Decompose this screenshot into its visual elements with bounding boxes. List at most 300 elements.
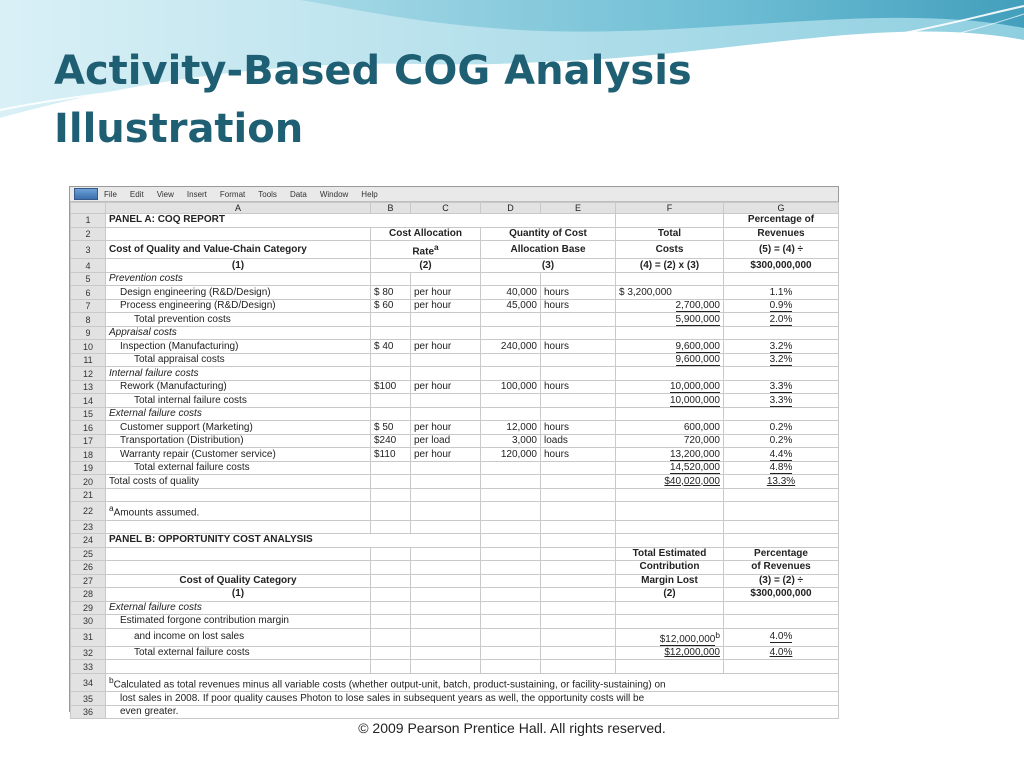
total-cost-cell bbox=[616, 313, 724, 327]
table-row bbox=[71, 299, 839, 313]
cell bbox=[541, 313, 616, 327]
column-header-e: E bbox=[541, 203, 616, 214]
table-row bbox=[71, 547, 839, 561]
cell bbox=[481, 615, 541, 629]
quantity-unit-cell: loads bbox=[541, 434, 616, 448]
header-cell: Percentage bbox=[724, 547, 839, 561]
cell bbox=[411, 313, 481, 327]
header-cell: Total bbox=[616, 227, 724, 241]
slide-title-line-1: Activity-Based COG Analysis bbox=[54, 48, 692, 94]
subtotal-label: Total appraisal costs bbox=[106, 353, 371, 367]
header-cell: Costs bbox=[616, 241, 724, 259]
cell bbox=[371, 394, 411, 408]
cell bbox=[371, 574, 411, 588]
row-number: 9 bbox=[71, 326, 106, 340]
total-cost-cell: 720,000 bbox=[616, 434, 724, 448]
total-cost-cell bbox=[616, 394, 724, 408]
cell bbox=[724, 326, 839, 340]
table-row bbox=[71, 241, 839, 259]
cell bbox=[411, 394, 481, 408]
quantity-cell: 120,000 bbox=[481, 448, 541, 462]
table-row bbox=[71, 520, 839, 534]
menu-item-format: Format bbox=[219, 189, 246, 199]
margin-lost-cell bbox=[616, 646, 724, 660]
quantity-cell: 100,000 bbox=[481, 380, 541, 394]
percentage-cell bbox=[724, 461, 839, 475]
row-number: 16 bbox=[71, 421, 106, 435]
cell bbox=[481, 461, 541, 475]
cell bbox=[616, 272, 724, 286]
cell bbox=[481, 488, 541, 502]
percentage-value: 4.0% bbox=[769, 647, 793, 659]
table-row bbox=[71, 502, 839, 520]
column-header-c: C bbox=[411, 203, 481, 214]
percentage-cell bbox=[724, 340, 839, 354]
table-row bbox=[71, 353, 839, 367]
total-cost-cell bbox=[616, 380, 724, 394]
category-heading: Appraisal costs bbox=[106, 326, 371, 340]
column-header-g: G bbox=[724, 203, 839, 214]
row-number: 2 bbox=[71, 227, 106, 241]
spreadsheet-menu-bar bbox=[70, 187, 838, 202]
row-number: 19 bbox=[71, 461, 106, 475]
cell bbox=[724, 534, 839, 548]
cost-item-label: Inspection (Manufacturing) bbox=[106, 340, 371, 354]
cell bbox=[481, 646, 541, 660]
table-row bbox=[71, 214, 839, 228]
column-header-b: B bbox=[371, 203, 411, 214]
quantity-unit-cell: hours bbox=[541, 380, 616, 394]
cell bbox=[616, 326, 724, 340]
cell bbox=[371, 313, 411, 327]
grand-total-percentage-cell bbox=[724, 475, 839, 489]
row-number: 17 bbox=[71, 434, 106, 448]
rate-unit-cell: per hour bbox=[411, 340, 481, 354]
rate-unit-cell: per load bbox=[411, 434, 481, 448]
total-cost-value: 13,200,000 bbox=[669, 448, 720, 460]
rate-unit-cell: per hour bbox=[411, 286, 481, 300]
total-cost-cell: $ 3,200,000 bbox=[616, 286, 724, 300]
cell bbox=[106, 227, 371, 241]
table-row bbox=[71, 488, 839, 502]
cell bbox=[481, 502, 541, 520]
percentage-value: 0.9% bbox=[769, 300, 793, 312]
column-header-d: D bbox=[481, 203, 541, 214]
table-row bbox=[71, 660, 839, 674]
table-row bbox=[71, 326, 839, 340]
rate-cell: $100 bbox=[371, 380, 411, 394]
panel-b-title: PANEL B: OPPORTUNITY COST ANALYSIS bbox=[106, 534, 481, 548]
cell bbox=[411, 461, 481, 475]
footnote-text: Calculated as total revenues minus all variable costs (whether output-unit, batch, product-sustaining, or facility-sustaining) on bbox=[113, 679, 666, 691]
cell bbox=[371, 628, 411, 646]
corner-cell bbox=[71, 203, 106, 214]
cell bbox=[411, 646, 481, 660]
total-cost-cell: 600,000 bbox=[616, 421, 724, 435]
cost-item-label: Transportation (Distribution) bbox=[106, 434, 371, 448]
subtotal-label: Total external failure costs bbox=[106, 461, 371, 475]
margin-lost-value: $12,000,000 bbox=[664, 647, 720, 659]
cell bbox=[411, 615, 481, 629]
row-number: 1 bbox=[71, 214, 106, 228]
spreadsheet-image bbox=[69, 186, 839, 718]
margin-lost-cell bbox=[616, 628, 724, 646]
grand-total-value: $40,020,000 bbox=[664, 475, 720, 487]
cost-item-label: Customer support (Marketing) bbox=[106, 421, 371, 435]
header-cell: Allocation Base bbox=[481, 241, 616, 259]
row-number: 36 bbox=[71, 705, 106, 719]
cell bbox=[724, 615, 839, 629]
total-cost-value: 10,000,000 bbox=[669, 394, 720, 406]
row-number: 22 bbox=[71, 502, 106, 520]
subtotal-label: Total external failure costs bbox=[106, 646, 371, 660]
row-number: 32 bbox=[71, 646, 106, 660]
table-row bbox=[71, 434, 839, 448]
cell bbox=[371, 588, 411, 602]
footnote-text: even greater. bbox=[106, 705, 839, 719]
cell bbox=[371, 407, 411, 421]
row-number: 11 bbox=[71, 353, 106, 367]
percentage-value: 3.3% bbox=[769, 394, 793, 406]
table-row bbox=[71, 615, 839, 629]
total-cost-cell bbox=[616, 448, 724, 462]
row-number: 18 bbox=[71, 448, 106, 462]
category-heading: External failure costs bbox=[106, 601, 371, 615]
row-number: 3 bbox=[71, 241, 106, 259]
row-number: 14 bbox=[71, 394, 106, 408]
cell bbox=[616, 502, 724, 520]
cell bbox=[541, 628, 616, 646]
subtotal-label: Total prevention costs bbox=[106, 313, 371, 327]
margin-lost-value: $12,000,000 bbox=[659, 633, 716, 645]
footnote-marker: b bbox=[715, 629, 720, 640]
subtotal-label: Total internal failure costs bbox=[106, 394, 371, 408]
cost-item-label: Process engineering (R&D/Design) bbox=[106, 299, 371, 313]
header-text: Rate bbox=[412, 246, 435, 258]
total-cost-value: 14,520,000 bbox=[669, 462, 720, 474]
cell bbox=[481, 588, 541, 602]
row-number: 27 bbox=[71, 574, 106, 588]
row-number: 34 bbox=[71, 673, 106, 691]
cell bbox=[541, 646, 616, 660]
row-number: 26 bbox=[71, 561, 106, 575]
cell bbox=[724, 272, 839, 286]
cell bbox=[371, 326, 411, 340]
cell bbox=[541, 660, 616, 674]
column-header-a: A bbox=[106, 203, 371, 214]
total-cost-value: 9,600,000 bbox=[675, 354, 720, 366]
quantity-cell: 40,000 bbox=[481, 286, 541, 300]
slide-title-line-2: Illustration bbox=[54, 106, 304, 152]
menu-item-edit: Edit bbox=[129, 189, 144, 199]
cell bbox=[411, 488, 481, 502]
cell bbox=[541, 574, 616, 588]
header-cell: Cost Allocation bbox=[371, 227, 481, 241]
slide-title bbox=[54, 42, 814, 158]
rate-cell: $ 50 bbox=[371, 421, 411, 435]
total-cost-value: 9,600,000 bbox=[675, 340, 720, 352]
cell bbox=[481, 475, 541, 489]
row-number: 33 bbox=[71, 660, 106, 674]
cell bbox=[541, 461, 616, 475]
total-cost-value: 2,700,000 bbox=[675, 300, 720, 312]
cell bbox=[724, 367, 839, 381]
total-cost-cell bbox=[616, 299, 724, 313]
row-number: 20 bbox=[71, 475, 106, 489]
rate-cell: $ 40 bbox=[371, 340, 411, 354]
cell bbox=[541, 534, 616, 548]
table-row bbox=[71, 380, 839, 394]
table-row bbox=[71, 340, 839, 354]
spreadsheet-app-icon bbox=[74, 188, 98, 200]
footnote-marker: b bbox=[109, 674, 114, 685]
percentage-cell bbox=[724, 448, 839, 462]
cell bbox=[481, 547, 541, 561]
cell bbox=[724, 488, 839, 502]
percentage-cell: 0.2% bbox=[724, 421, 839, 435]
percentage-cell bbox=[724, 394, 839, 408]
row-number: 15 bbox=[71, 407, 106, 421]
cell bbox=[541, 367, 616, 381]
cost-item-label: Estimated forgone contribution margin bbox=[106, 615, 371, 629]
cost-item-label: Rework (Manufacturing) bbox=[106, 380, 371, 394]
header-cell: Margin Lost bbox=[616, 574, 724, 588]
cell bbox=[616, 660, 724, 674]
footnote-text: Amounts assumed. bbox=[113, 507, 200, 519]
header-cell: of Revenues bbox=[724, 561, 839, 575]
cost-item-label: and income on lost sales bbox=[106, 628, 371, 646]
cell bbox=[481, 628, 541, 646]
cell bbox=[481, 326, 541, 340]
percentage-value: 3.3% bbox=[769, 381, 793, 393]
table-row bbox=[71, 407, 839, 421]
panel-a-title: PANEL A: COQ REPORT bbox=[106, 214, 616, 228]
cell bbox=[481, 574, 541, 588]
header-cell: $300,000,000 bbox=[724, 588, 839, 602]
rate-unit-cell: per hour bbox=[411, 299, 481, 313]
cell bbox=[541, 601, 616, 615]
cell bbox=[411, 601, 481, 615]
row-number: 31 bbox=[71, 628, 106, 646]
row-number: 8 bbox=[71, 313, 106, 327]
menu-item-insert: Insert bbox=[186, 189, 207, 199]
cell bbox=[541, 394, 616, 408]
table-row bbox=[71, 448, 839, 462]
row-number: 12 bbox=[71, 367, 106, 381]
category-heading: Internal failure costs bbox=[106, 367, 371, 381]
cell bbox=[411, 353, 481, 367]
cell bbox=[106, 660, 371, 674]
cell bbox=[541, 326, 616, 340]
row-number: 10 bbox=[71, 340, 106, 354]
row-number: 5 bbox=[71, 272, 106, 286]
cell bbox=[481, 561, 541, 575]
table-row bbox=[71, 367, 839, 381]
cell bbox=[411, 272, 481, 286]
percentage-value: 2.0% bbox=[769, 313, 793, 325]
total-cost-cell bbox=[616, 353, 724, 367]
cell bbox=[371, 502, 411, 520]
table-row bbox=[71, 475, 839, 489]
cell bbox=[481, 272, 541, 286]
cell bbox=[724, 407, 839, 421]
cell bbox=[371, 520, 411, 534]
cell bbox=[371, 601, 411, 615]
cell bbox=[411, 407, 481, 421]
row-number: 13 bbox=[71, 380, 106, 394]
cell bbox=[724, 520, 839, 534]
cost-item-label: Design engineering (R&D/Design) bbox=[106, 286, 371, 300]
cell bbox=[411, 574, 481, 588]
footnote-text: lost sales in 2008. If poor quality causes Photon to lose sales in subsequent years as well, the opportunity costs will be bbox=[106, 692, 839, 706]
cell bbox=[541, 547, 616, 561]
header-cell: (2) bbox=[616, 588, 724, 602]
cell bbox=[616, 214, 724, 228]
total-cost-value: 5,900,000 bbox=[675, 313, 720, 325]
row-number: 28 bbox=[71, 588, 106, 602]
percentage-cell bbox=[724, 646, 839, 660]
row-number: 24 bbox=[71, 534, 106, 548]
table-row bbox=[71, 394, 839, 408]
row-number: 4 bbox=[71, 259, 106, 273]
cell bbox=[481, 367, 541, 381]
cell bbox=[411, 628, 481, 646]
table-row bbox=[71, 534, 839, 548]
percentage-cell bbox=[724, 299, 839, 313]
cell bbox=[371, 646, 411, 660]
cell bbox=[481, 660, 541, 674]
table-row bbox=[71, 561, 839, 575]
cell bbox=[106, 488, 371, 502]
cell bbox=[106, 547, 371, 561]
cell bbox=[541, 475, 616, 489]
cell bbox=[616, 520, 724, 534]
cell bbox=[541, 502, 616, 520]
rate-cell: $110 bbox=[371, 448, 411, 462]
cell bbox=[371, 461, 411, 475]
menu-item-file: File bbox=[104, 189, 117, 199]
percentage-cell bbox=[724, 313, 839, 327]
category-heading: Prevention costs bbox=[106, 272, 371, 286]
header-cell: Cost of Quality and Value-Chain Category bbox=[106, 241, 371, 259]
cell bbox=[371, 367, 411, 381]
table-row bbox=[71, 705, 839, 719]
grand-total-cell bbox=[616, 475, 724, 489]
menu-item-view: View bbox=[156, 189, 174, 199]
table-row bbox=[71, 421, 839, 435]
cell bbox=[411, 326, 481, 340]
row-number: 29 bbox=[71, 601, 106, 615]
cell bbox=[371, 272, 411, 286]
cell bbox=[616, 534, 724, 548]
grand-total-label: Total costs of quality bbox=[106, 475, 371, 489]
quantity-unit-cell: hours bbox=[541, 421, 616, 435]
rate-unit-cell: per hour bbox=[411, 448, 481, 462]
header-cell: (3) bbox=[481, 259, 616, 273]
cell bbox=[724, 601, 839, 615]
header-cell bbox=[371, 241, 481, 259]
row-number: 35 bbox=[71, 692, 106, 706]
cell bbox=[411, 561, 481, 575]
percentage-value: 3.2% bbox=[769, 354, 793, 366]
header-cell: (1) bbox=[106, 588, 371, 602]
cell bbox=[481, 394, 541, 408]
quantity-cell: 240,000 bbox=[481, 340, 541, 354]
menu-item-window: Window bbox=[319, 189, 349, 199]
quantity-unit-cell: hours bbox=[541, 448, 616, 462]
cell bbox=[541, 561, 616, 575]
footnote-b bbox=[106, 673, 839, 691]
cost-item-label: Warranty repair (Customer service) bbox=[106, 448, 371, 462]
header-cell: Quantity of Cost bbox=[481, 227, 616, 241]
cell bbox=[616, 488, 724, 502]
row-number: 30 bbox=[71, 615, 106, 629]
cell bbox=[616, 601, 724, 615]
menu-item-help: Help bbox=[361, 189, 378, 199]
cell bbox=[541, 615, 616, 629]
cell bbox=[411, 475, 481, 489]
cell bbox=[481, 601, 541, 615]
cell bbox=[371, 615, 411, 629]
quantity-unit-cell: hours bbox=[541, 299, 616, 313]
cell bbox=[541, 588, 616, 602]
cell bbox=[481, 353, 541, 367]
cell bbox=[411, 367, 481, 381]
cell bbox=[724, 660, 839, 674]
percentage-cell: 0.2% bbox=[724, 434, 839, 448]
header-cell: Percentage of bbox=[724, 214, 839, 228]
cell bbox=[371, 475, 411, 489]
total-cost-value: 10,000,000 bbox=[669, 381, 720, 393]
quantity-cell: 45,000 bbox=[481, 299, 541, 313]
percentage-cell bbox=[724, 353, 839, 367]
header-cell: $300,000,000 bbox=[724, 259, 839, 273]
table-row bbox=[71, 673, 839, 691]
cell bbox=[481, 520, 541, 534]
footnote-marker: a bbox=[109, 503, 114, 514]
cell bbox=[541, 353, 616, 367]
header-cell: Cost of Quality Category bbox=[106, 574, 371, 588]
footnote-a bbox=[106, 502, 371, 520]
total-cost-cell bbox=[616, 340, 724, 354]
rate-cell: $ 60 bbox=[371, 299, 411, 313]
column-header-f: F bbox=[616, 203, 724, 214]
row-number: 23 bbox=[71, 520, 106, 534]
cell bbox=[371, 547, 411, 561]
cell bbox=[371, 353, 411, 367]
cell bbox=[541, 520, 616, 534]
percentage-cell: 1.1% bbox=[724, 286, 839, 300]
header-cell: Revenues bbox=[724, 227, 839, 241]
cell bbox=[481, 313, 541, 327]
row-number: 7 bbox=[71, 299, 106, 313]
percentage-value: 4.8% bbox=[769, 462, 793, 474]
rate-unit-cell: per hour bbox=[411, 421, 481, 435]
percentage-value: 4.4% bbox=[769, 448, 793, 460]
table-row bbox=[71, 692, 839, 706]
total-cost-cell bbox=[616, 461, 724, 475]
cell bbox=[106, 561, 371, 575]
cell bbox=[371, 660, 411, 674]
row-number: 21 bbox=[71, 488, 106, 502]
menu-item-data: Data bbox=[289, 189, 307, 199]
table-row bbox=[71, 646, 839, 660]
percentage-value: 4.0% bbox=[769, 631, 793, 643]
coq-report-table bbox=[70, 202, 839, 719]
category-heading: External failure costs bbox=[106, 407, 371, 421]
cell bbox=[371, 488, 411, 502]
cell bbox=[541, 488, 616, 502]
